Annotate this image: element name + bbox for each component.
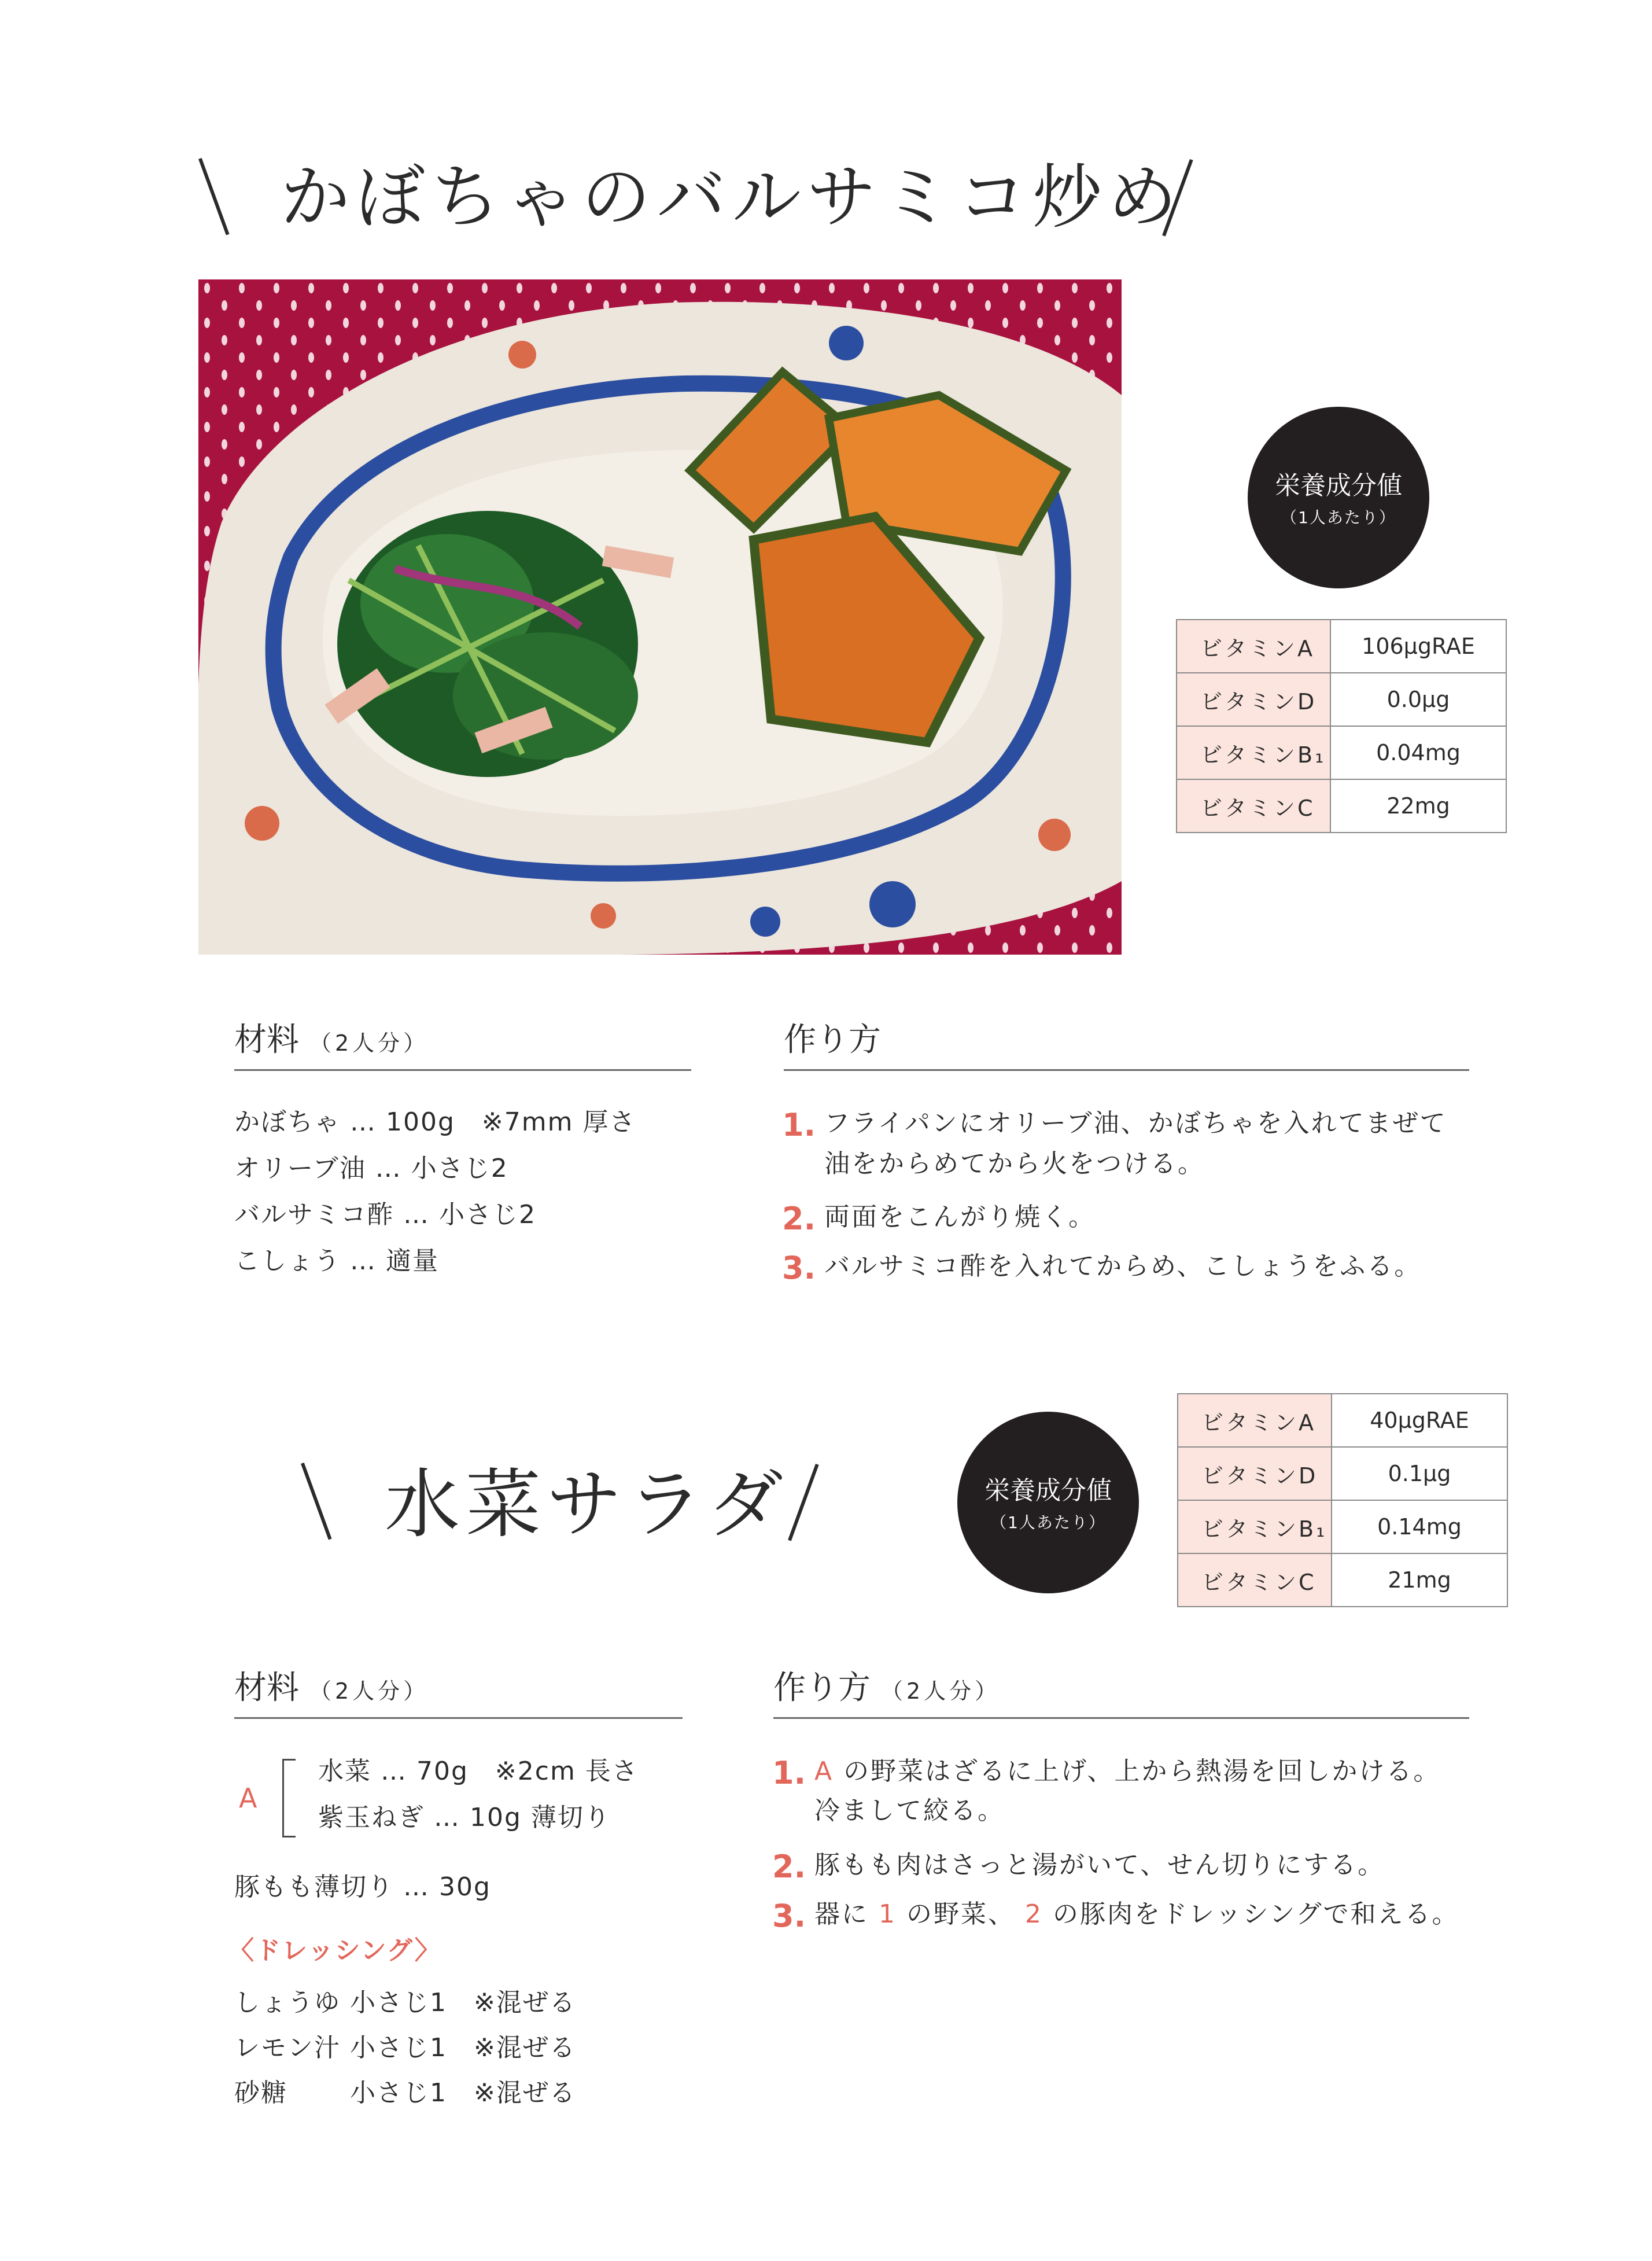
ingredient-group-label: A [239,1783,259,1814]
recipe2-method-heading [773,1662,1000,1708]
ingredient-item: かぼちゃ … 100g ※7mm 厚さ [234,1107,636,1137]
ingredient-group-bracket [282,1759,296,1837]
dressing-item: 砂糖 小さじ1 ※混ぜる [234,2078,576,2108]
ingredients-serving: （2人分） [309,1678,429,1704]
step-number: 2. [772,1848,806,1885]
step-text: バルサミコ酢を入れてからめ、こしょうをふる。 [824,1251,1422,1281]
nutrition-row [1177,673,1506,726]
nutrition-label: ビタミンC [1178,1553,1332,1607]
nutrition-label: ビタミンA [1178,1394,1332,1447]
ingredients-heading-text: 材料 [234,1669,299,1707]
step-text: 豚もも肉はさっと湯がいて、せん切りにする。 [814,1850,1385,1880]
ingredient-item: オリーブ油 … 小さじ2 [234,1154,508,1183]
recipe2-ingredients-heading [234,1662,429,1708]
step-text: フライパンにオリーブ油、かぼちゃを入れてまぜて [824,1109,1447,1138]
step-number: 3. [772,1898,806,1934]
nutrition-value: 106µgRAE [1330,620,1506,673]
step-number: 1. [782,1107,816,1143]
ingredients-heading-text: 材料 [234,1021,299,1059]
ingredient-item: 紫玉ねぎ … 10g 薄切り [318,1803,611,1832]
nutrition-row [1177,779,1506,833]
nutrition-badge-title: 栄養成分値 [984,1476,1112,1505]
nutrition-label: ビタミンB₁ [1177,726,1330,779]
nutrition-row [1177,620,1506,673]
nutrition-row [1178,1447,1507,1500]
nutrition-badge-subtitle: （1人あたり） [1281,508,1396,527]
ingredient-item: こしょう … 適量 [234,1246,439,1276]
step-text-part: の野菜はざるに上げ、上から熱湯を回しかける。 [834,1756,1441,1786]
step-ref: A [814,1756,834,1786]
nutrition-row [1178,1394,1507,1447]
step-text [814,1899,1459,1929]
step-ref: 2 [1024,1899,1043,1929]
step-ref: 1 [879,1899,897,1929]
nutrition-badge-subtitle: （1人あたり） [990,1513,1106,1532]
nutrition-label: ビタミンC [1177,779,1330,833]
ingredient-item: バルサミコ酢 … 小さじ2 [234,1200,536,1229]
nutrition-row [1177,726,1506,779]
ingredient-item: 豚もも薄切り … 30g [234,1872,491,1902]
nutrition-value: 22mg [1330,779,1506,833]
nutrition-row [1178,1553,1507,1607]
step-text-part: の野菜、 [897,1899,1025,1929]
method-divider [784,1069,1469,1071]
recipe1-photo [198,279,1122,955]
method-divider [773,1717,1469,1719]
method-heading-text: 作り方 [773,1669,871,1707]
nutrition-value: 0.14mg [1332,1500,1507,1553]
step-text: 両面をこんがり焼く。 [824,1202,1096,1232]
nutrition-value: 0.1µg [1332,1447,1507,1500]
step-text: 冷まして絞る。 [814,1796,1005,1825]
nutrition-label: ビタミンA [1177,620,1330,673]
nutrition-label: ビタミンD [1177,673,1330,726]
nutrition-value: 21mg [1332,1553,1507,1607]
recipe1-nutrition-table [1176,619,1507,833]
nutrition-label: ビタミンD [1178,1447,1332,1500]
step-number: 1. [772,1755,806,1791]
step-number: 2. [782,1201,816,1237]
recipe2-title: 水菜サラダ [385,1460,789,1548]
title-slash-left [198,158,230,235]
title-slash-left [301,1463,332,1540]
dressing-item: レモン汁 小さじ1 ※混ぜる [234,2033,576,2063]
recipe1-method-heading: 作り方 [784,1021,881,1059]
step-number: 3. [782,1250,816,1286]
step-text: 油をからめてから火をつける。 [824,1149,1205,1179]
title-slash-right [788,1464,819,1541]
ingredients-divider [234,1717,683,1719]
ingredients-serving: （2人分） [309,1030,429,1056]
recipe1-nutrition-badge [1248,407,1429,588]
nutrition-value: 0.0µg [1330,673,1506,726]
ingredient-item: 水菜 … 70g ※2cm 長さ [318,1756,639,1786]
recipe2-nutrition-badge [957,1412,1139,1593]
nutrition-value: 0.04mg [1330,726,1506,779]
nutrition-label: ビタミンB₁ [1178,1500,1332,1553]
step-text-part: 器に [814,1899,879,1929]
recipe1-title: かぼちゃのバルサミコ炒め [281,157,1183,238]
dressing-heading: 〈ドレッシング〉 [228,1936,441,1965]
nutrition-value: 40µgRAE [1332,1394,1507,1447]
step-text-part: の豚肉をドレッシングで和える。 [1042,1899,1459,1929]
recipe1-ingredients-heading [234,1014,429,1060]
nutrition-row [1178,1500,1507,1553]
ingredients-divider [234,1069,691,1071]
method-serving: （2人分） [881,1678,1001,1704]
recipe2-nutrition-table [1177,1393,1508,1607]
step-text [814,1756,1441,1786]
dressing-item: しょうゆ 小さじ1 ※混ぜる [234,1988,576,2017]
nutrition-badge-title: 栄養成分値 [1275,471,1402,500]
